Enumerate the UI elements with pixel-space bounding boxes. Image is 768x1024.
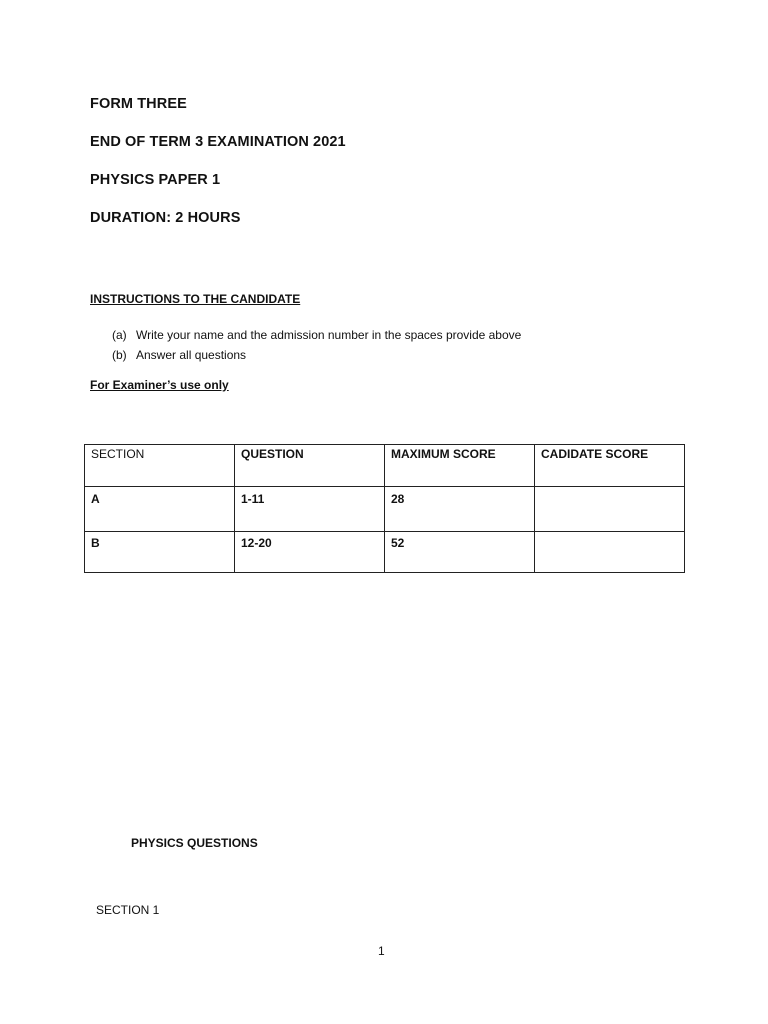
instruction-marker: (a) [112,328,127,342]
instruction-marker: (b) [112,348,127,362]
duration-heading: DURATION: 2 HOURS [90,210,241,226]
instruction-item [112,325,521,345]
cell-candidate-score[interactable] [535,532,685,573]
cell-candidate-score[interactable] [535,487,685,532]
header-section: SECTION [85,445,235,487]
header-question: QUESTION [235,445,385,487]
instruction-item [112,345,521,365]
instructions-list [112,325,521,365]
form-heading: FORM THREE [90,96,187,112]
section-label: SECTION 1 [96,903,160,917]
cell-question: 12-20 [235,532,385,573]
instruction-text: Answer all questions [136,348,247,362]
physics-questions-title: PHYSICS QUESTIONS [131,836,258,850]
paper-heading: PHYSICS PAPER 1 [90,172,221,188]
cell-maximum-score: 28 [385,487,535,532]
exam-heading: END OF TERM 3 EXAMINATION 2021 [90,134,346,150]
header-candidate-score: CADIDATE SCORE [535,445,685,487]
page-number: 1 [378,944,385,958]
table-row [85,532,685,573]
header-maximum-score: MAXIMUM SCORE [385,445,535,487]
cell-section: A [85,487,235,532]
examiner-use-label: For Examiner’s use only [90,378,229,392]
score-table [84,444,685,573]
instruction-text: Write your name and the admission number in the spaces provide above [136,328,522,342]
table-row [85,487,685,532]
instructions-title: INSTRUCTIONS TO THE CANDIDATE [90,292,301,306]
cell-maximum-score: 52 [385,532,535,573]
cell-section: B [85,532,235,573]
cell-question: 1-11 [235,487,385,532]
table-header-row [85,445,685,487]
